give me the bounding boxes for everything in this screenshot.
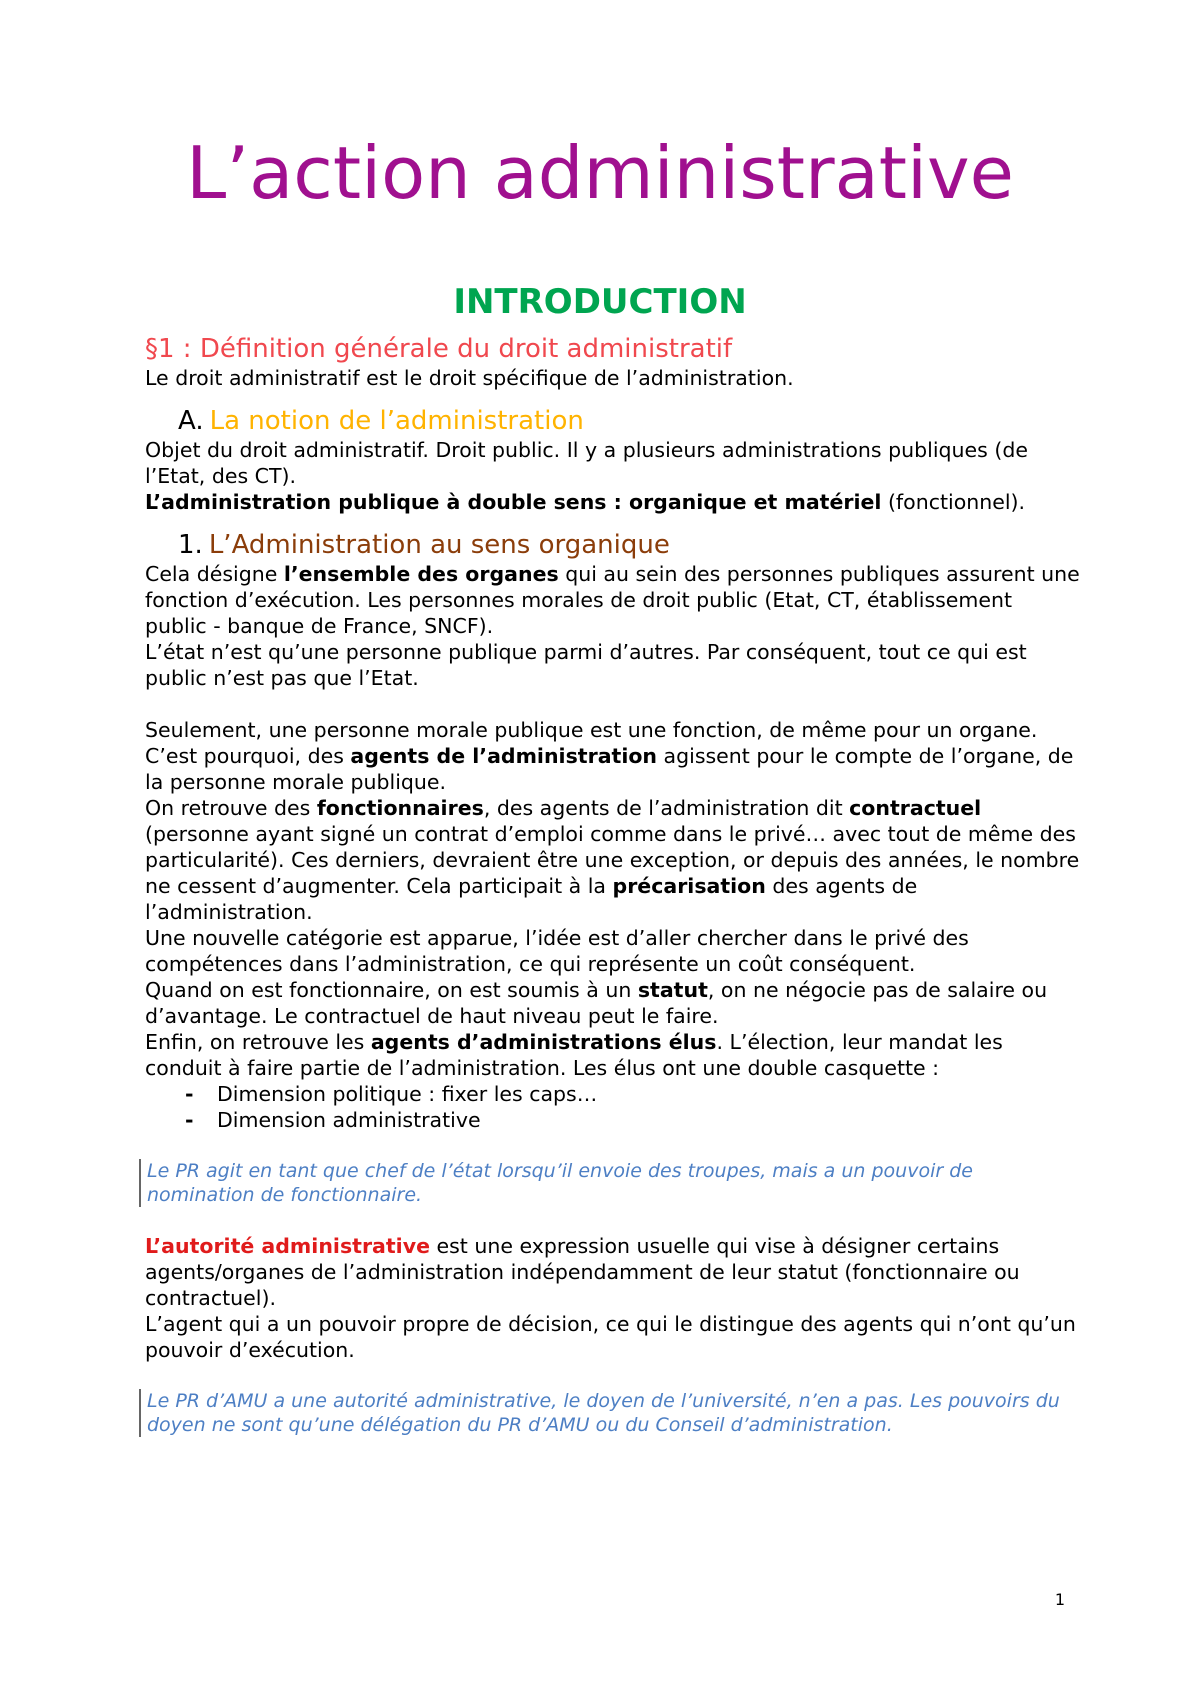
text-run: (fonctionnel).: [881, 490, 1026, 514]
example-quote: Le PR d’AMU a une autorité administrative, le doyen de l’université, n’en a pas. Les pouvoirs du doyen ne sont qu’une délégation du PR d’AMU ou du Conseil d’administration.: [139, 1389, 1080, 1437]
text-run: Enfin, on retrouve les: [145, 1030, 371, 1054]
paragraph-4: Une nouvelle catégorie est apparue, l’idée est d’aller chercher dans le privé des compétences dans l’administration, ce qui représente un coût conséquent.: [145, 926, 969, 976]
subheading-1-number: 1.: [178, 530, 203, 560]
bold-term: agents de l’administration: [350, 744, 658, 768]
text-run: qui au sein des personnes publiques assurent une fonction d’exécution. Les personnes morales de droit public (Etat, CT, établissement public - banque de France, SNCF).: [145, 562, 1080, 638]
spacer: [145, 1133, 1080, 1159]
section-heading: §1 : Définition générale du droit administratif: [145, 334, 733, 364]
red-term: L’autorité administrative: [145, 1234, 430, 1258]
paragraph-6: [145, 1029, 1080, 1081]
subheading-1-text: L’Administration au sens organique: [208, 530, 670, 560]
subheading-a-text: La notion de l’administration: [209, 406, 584, 436]
bold-term: agents d’administrations élus: [370, 1030, 717, 1054]
text-run: Cela désigne: [145, 562, 284, 586]
bullet-list: [145, 1081, 1080, 1133]
paragraph-1b: L’état n’est qu’une personne publique parmi d’autres. Par conséquent, tout ce qui est public n’est pas que l’Etat.: [145, 640, 1027, 690]
text-run: agissent pour le compte de l’organe, de la personne morale publique.: [145, 744, 1074, 794]
list-item: - Dimension administrative: [185, 1107, 1080, 1133]
paragraph-a1: Objet du droit administratif. Droit public. Il y a plusieurs administrations publiques (de l’Etat, des CT).: [145, 438, 1028, 488]
bold-term: L’administration publique à double sens : organique et matériel: [145, 490, 882, 514]
text-run: est une expression usuelle qui vise à désigner certains agents/organes de l’administration indépendamment de leur statut (fonctionnaire ou contractuel).: [145, 1234, 1020, 1310]
paragraph-8: L’agent qui a un pouvoir propre de décision, ce qui le distingue des agents qui n’ont qu’un pouvoir d’exécution.: [145, 1312, 1076, 1362]
document-body: [145, 333, 1080, 1437]
paragraph-5: [145, 977, 1080, 1029]
document-title: L’action administrative: [186, 131, 1014, 215]
subheading-1: [178, 529, 1080, 561]
bold-term: précarisation: [612, 874, 766, 898]
spacer: [145, 1363, 1080, 1389]
text-run: Seulement, une personne morale publique est une fonction, de même pour un organe. C’est pourquoi, des: [145, 718, 1038, 768]
page-number: 1: [1054, 1590, 1065, 1609]
spacer: [145, 1207, 1080, 1233]
bold-term: contractuel: [849, 796, 982, 820]
bold-term: fonctionnaires: [316, 796, 484, 820]
subheading-a: [178, 405, 1080, 437]
paragraph-1a: [145, 561, 1080, 639]
paragraph-3: [145, 795, 1080, 925]
text-run: , on ne négocie pas de salaire ou d’avantage. Le contractuel de haut niveau peut le faire.: [145, 978, 1048, 1028]
text-run: (personne ayant signé un contrat d’emploi comme dans le privé… avec tout de même des particularité). Ces derniers, devraient être une exception, or depuis des années, le nombre ne cessent d’augmenter. Cela participait à la: [145, 822, 1080, 898]
text-run: des agents de l’administration.: [145, 874, 918, 924]
text-run: . L’élection, leur mandat les conduit à faire partie de l’administration. Les élus ont une double casquette :: [145, 1030, 1003, 1080]
text-run: , des agents de l’administration dit: [483, 796, 850, 820]
text-run: On retrouve des: [145, 796, 317, 820]
text-run: Quand on est fonctionnaire, on est soumis à un: [145, 978, 638, 1002]
paragraph-7: [145, 1233, 1080, 1311]
subheading-a-number: A.: [178, 406, 204, 436]
bold-term: statut: [637, 978, 708, 1002]
paragraph-a2: [145, 489, 1080, 515]
intro-heading: INTRODUCTION: [453, 282, 747, 322]
example-quote: Le PR agit en tant que chef de l’état lorsqu’il envoie des troupes, mais a un pouvoir de nomination de fonctionnaire.: [139, 1159, 1080, 1207]
spacer: [145, 691, 1080, 717]
bold-term: l’ensemble des organes: [283, 562, 559, 586]
paragraph-2: [145, 717, 1080, 795]
list-item: - Dimension politique : fixer les caps…: [185, 1081, 1080, 1107]
paragraph-definition: Le droit administratif est le droit spécifique de l’administration.: [145, 366, 794, 390]
